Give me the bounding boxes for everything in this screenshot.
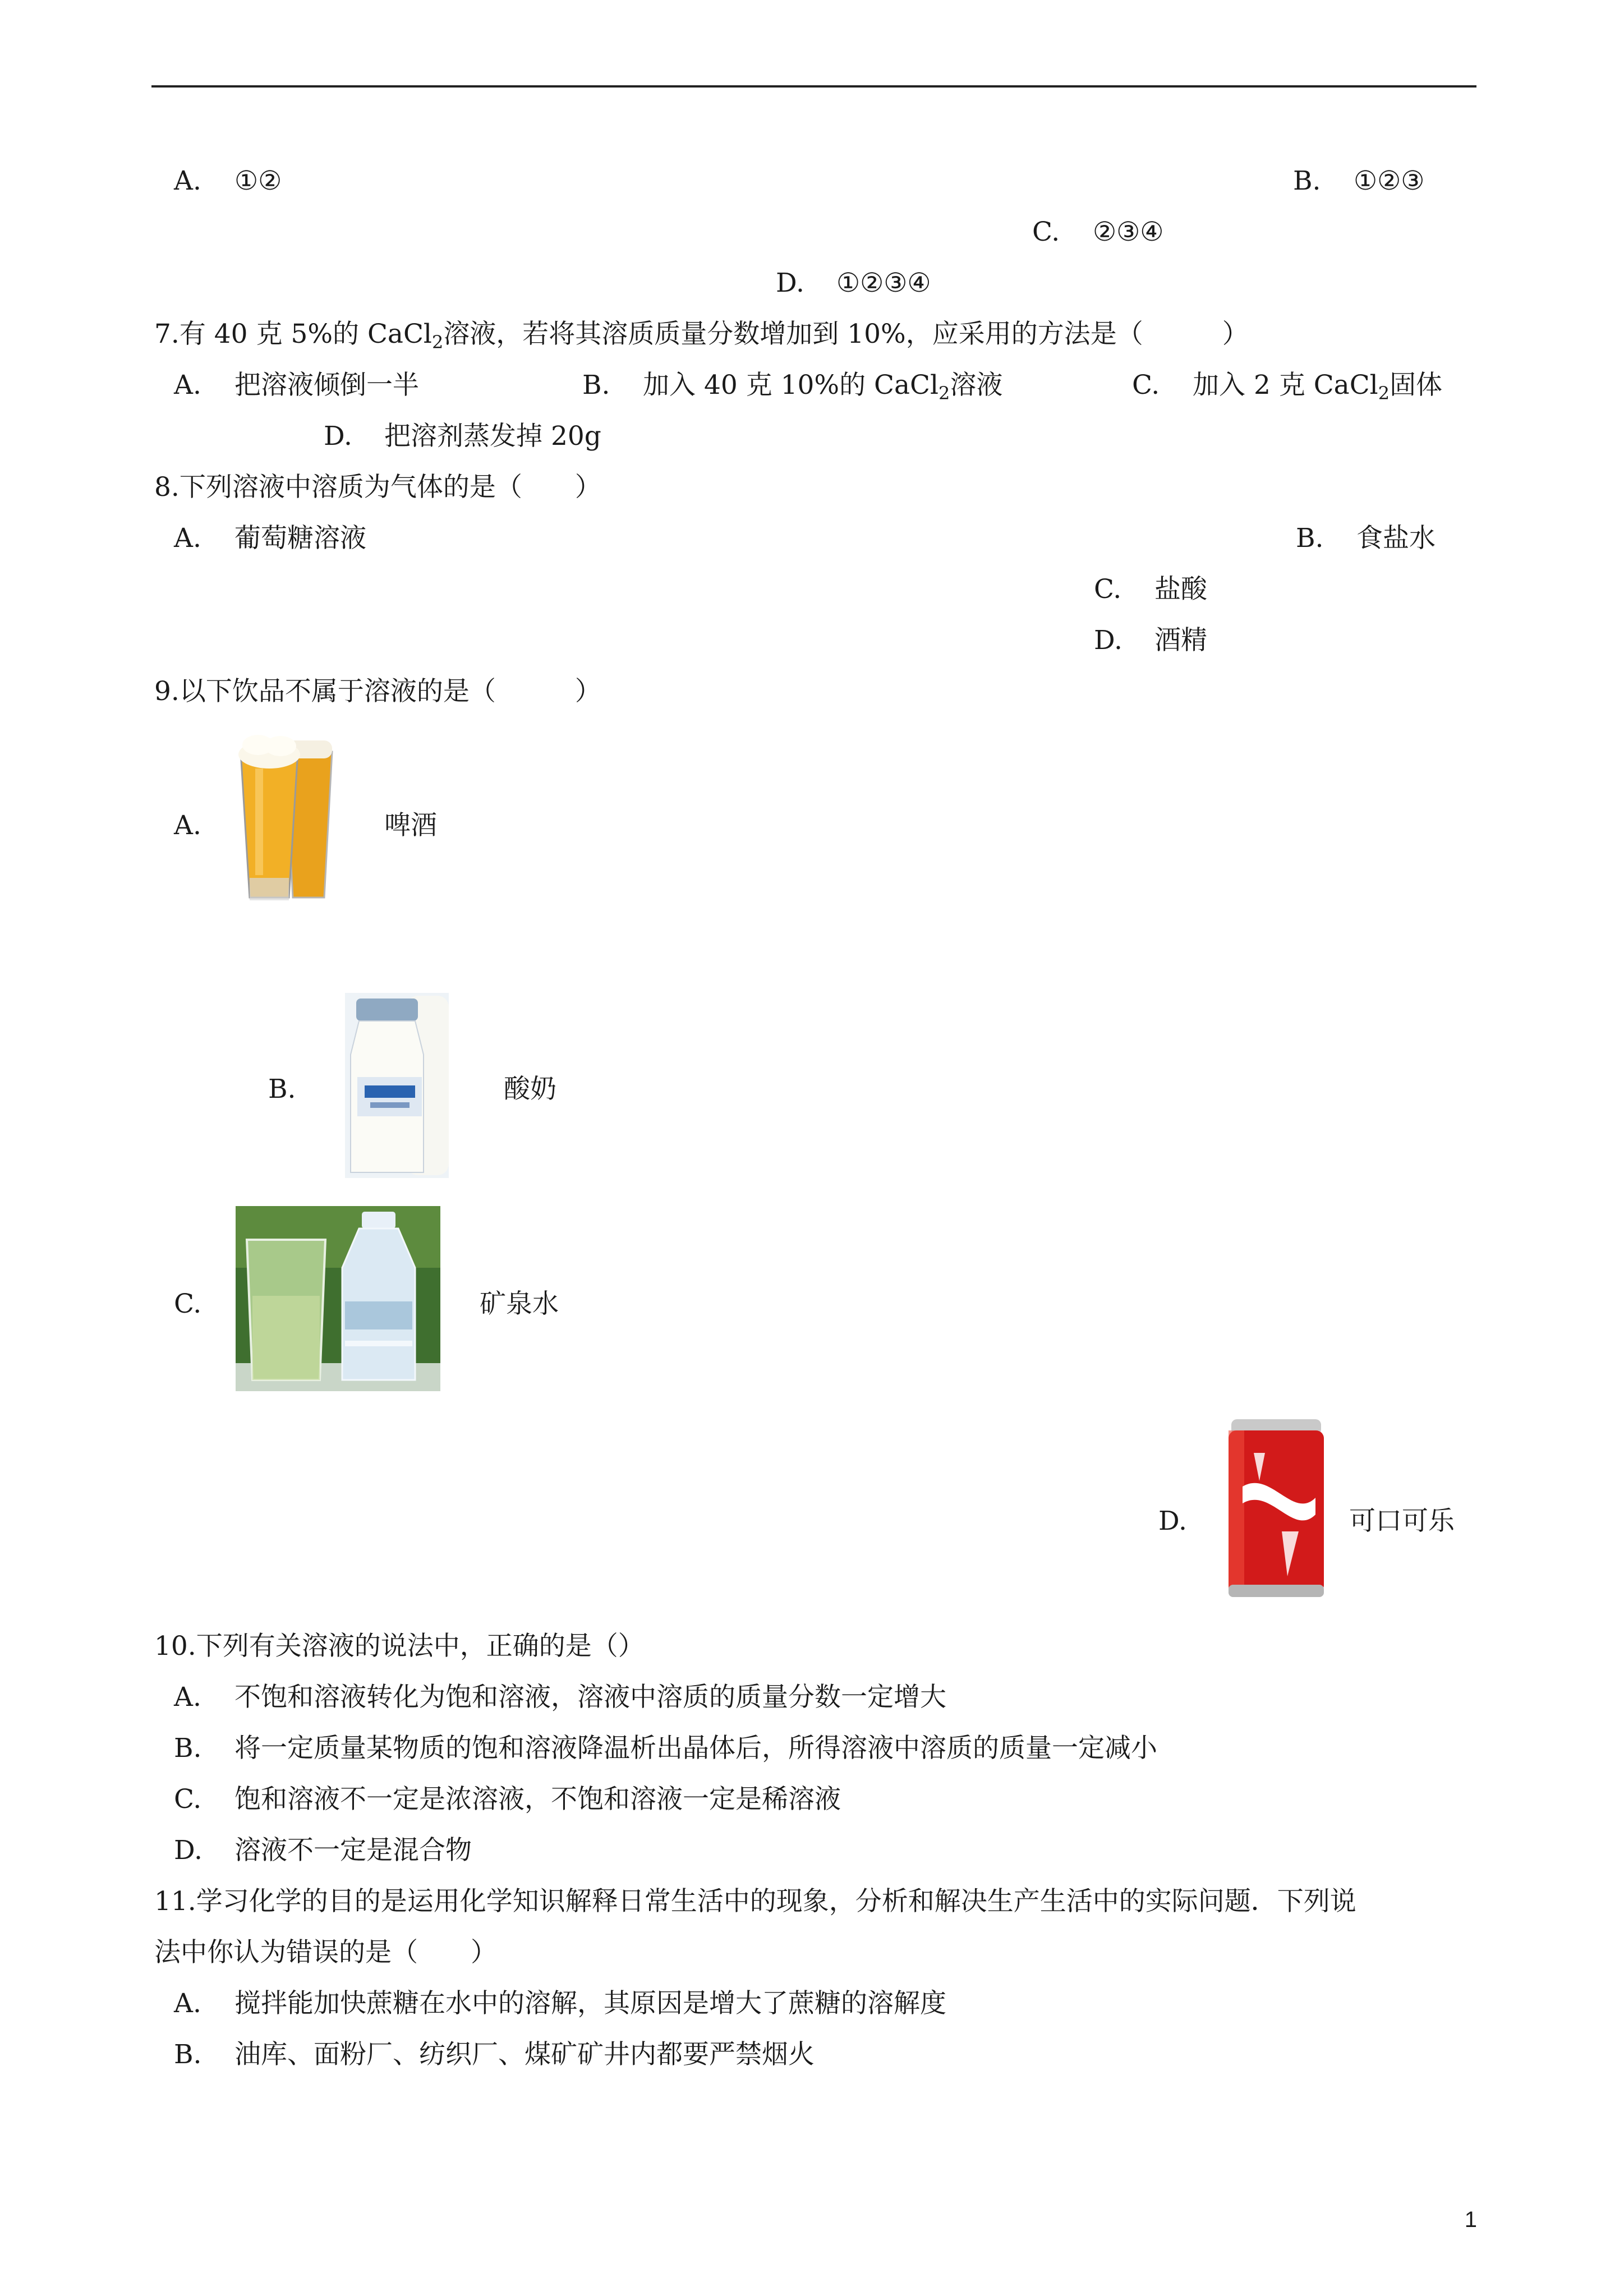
page-number: 1 — [1464, 2207, 1477, 2232]
q6-option-a[interactable]: A. ①② — [174, 165, 282, 196]
q11-option-a[interactable]: A. 搅拌能加快蔗糖在水中的溶解，其原因是增大了蔗糖的溶解度 — [174, 1988, 946, 2019]
q8-option-d[interactable]: D. 酒精 — [1094, 625, 1207, 656]
q7-option-c[interactable]: C. 加入 2 克 CaCl$_2$固体 — [1132, 370, 1443, 404]
q9-option-a-label[interactable]: A. — [174, 810, 201, 841]
q8-stem: 8.下列溶液中溶质为气体的是（ ） — [154, 472, 601, 503]
q9-stem: 9.以下饮品不属于溶液的是（ ） — [154, 676, 601, 707]
header-rule — [151, 85, 1476, 88]
q9-option-c-text: 矿泉水 — [480, 1289, 559, 1319]
yogurt-bottle-image — [345, 993, 449, 1178]
q9-option-a-text: 啤酒 — [384, 810, 437, 841]
cola-can-image — [1226, 1419, 1327, 1604]
mineral-water-image — [236, 1206, 440, 1391]
q9-option-c-label[interactable]: C. — [174, 1289, 202, 1319]
q7-stem: 7.有 40 克 5%的 CaCl$_2$溶液，若将其溶质质量分数增加到 10%，应采用的方法是（ ） — [154, 319, 1249, 353]
q8-option-b[interactable]: B. 食盐水 — [1296, 523, 1436, 554]
q7-option-b[interactable]: B. 加入 40 克 10%的 CaCl$_2$溶液 — [582, 370, 1003, 404]
q7-option-d[interactable]: D. 把溶剂蒸发掉 20g — [324, 421, 601, 452]
q6-option-b[interactable]: B. ①②③ — [1293, 165, 1425, 196]
q6-option-c[interactable]: C. ②③④ — [1032, 217, 1164, 247]
q7-option-a[interactable]: A. 把溶液倾倒一半 — [174, 370, 419, 401]
q11-stem-line2: 法中你认为错误的是（ ） — [154, 1937, 497, 1968]
q10-option-a[interactable]: A. 不饱和溶液转化为饱和溶液，溶液中溶质的质量分数一定增大 — [174, 1682, 946, 1713]
q10-option-c[interactable]: C. 饱和溶液不一定是浓溶液，不饱和溶液一定是稀溶液 — [174, 1784, 841, 1815]
q11-option-b[interactable]: B. 油库、面粉厂、纺织厂、煤矿矿井内都要严禁烟火 — [174, 2039, 815, 2070]
q10-option-d[interactable]: D. 溶液不一定是混合物 — [174, 1835, 472, 1866]
q10-stem: 10.下列有关溶液的说法中，正确的是（） — [154, 1631, 645, 1662]
q9-option-b-label[interactable]: B. — [268, 1074, 296, 1105]
q11-stem-line1: 11.学习化学的目的是运用化学知识解释日常生活中的现象，分析和解决生产生活中的实际问题．下列说 — [154, 1886, 1356, 1917]
q9-option-b-text: 酸奶 — [504, 1074, 556, 1105]
q6-option-d[interactable]: D. ①②③④ — [776, 268, 931, 298]
q8-option-a[interactable]: A. 葡萄糖溶液 — [174, 523, 366, 554]
q10-option-b[interactable]: B. 将一定质量某物质的饱和溶液降温析出晶体后，所得溶液中溶质的质量一定减小 — [174, 1733, 1157, 1764]
q9-option-d-text: 可口可乐 — [1349, 1506, 1455, 1536]
beer-glasses-image — [236, 729, 337, 906]
q8-option-c[interactable]: C. 盐酸 — [1094, 574, 1207, 605]
q9-option-d-label[interactable]: D. — [1158, 1506, 1187, 1536]
